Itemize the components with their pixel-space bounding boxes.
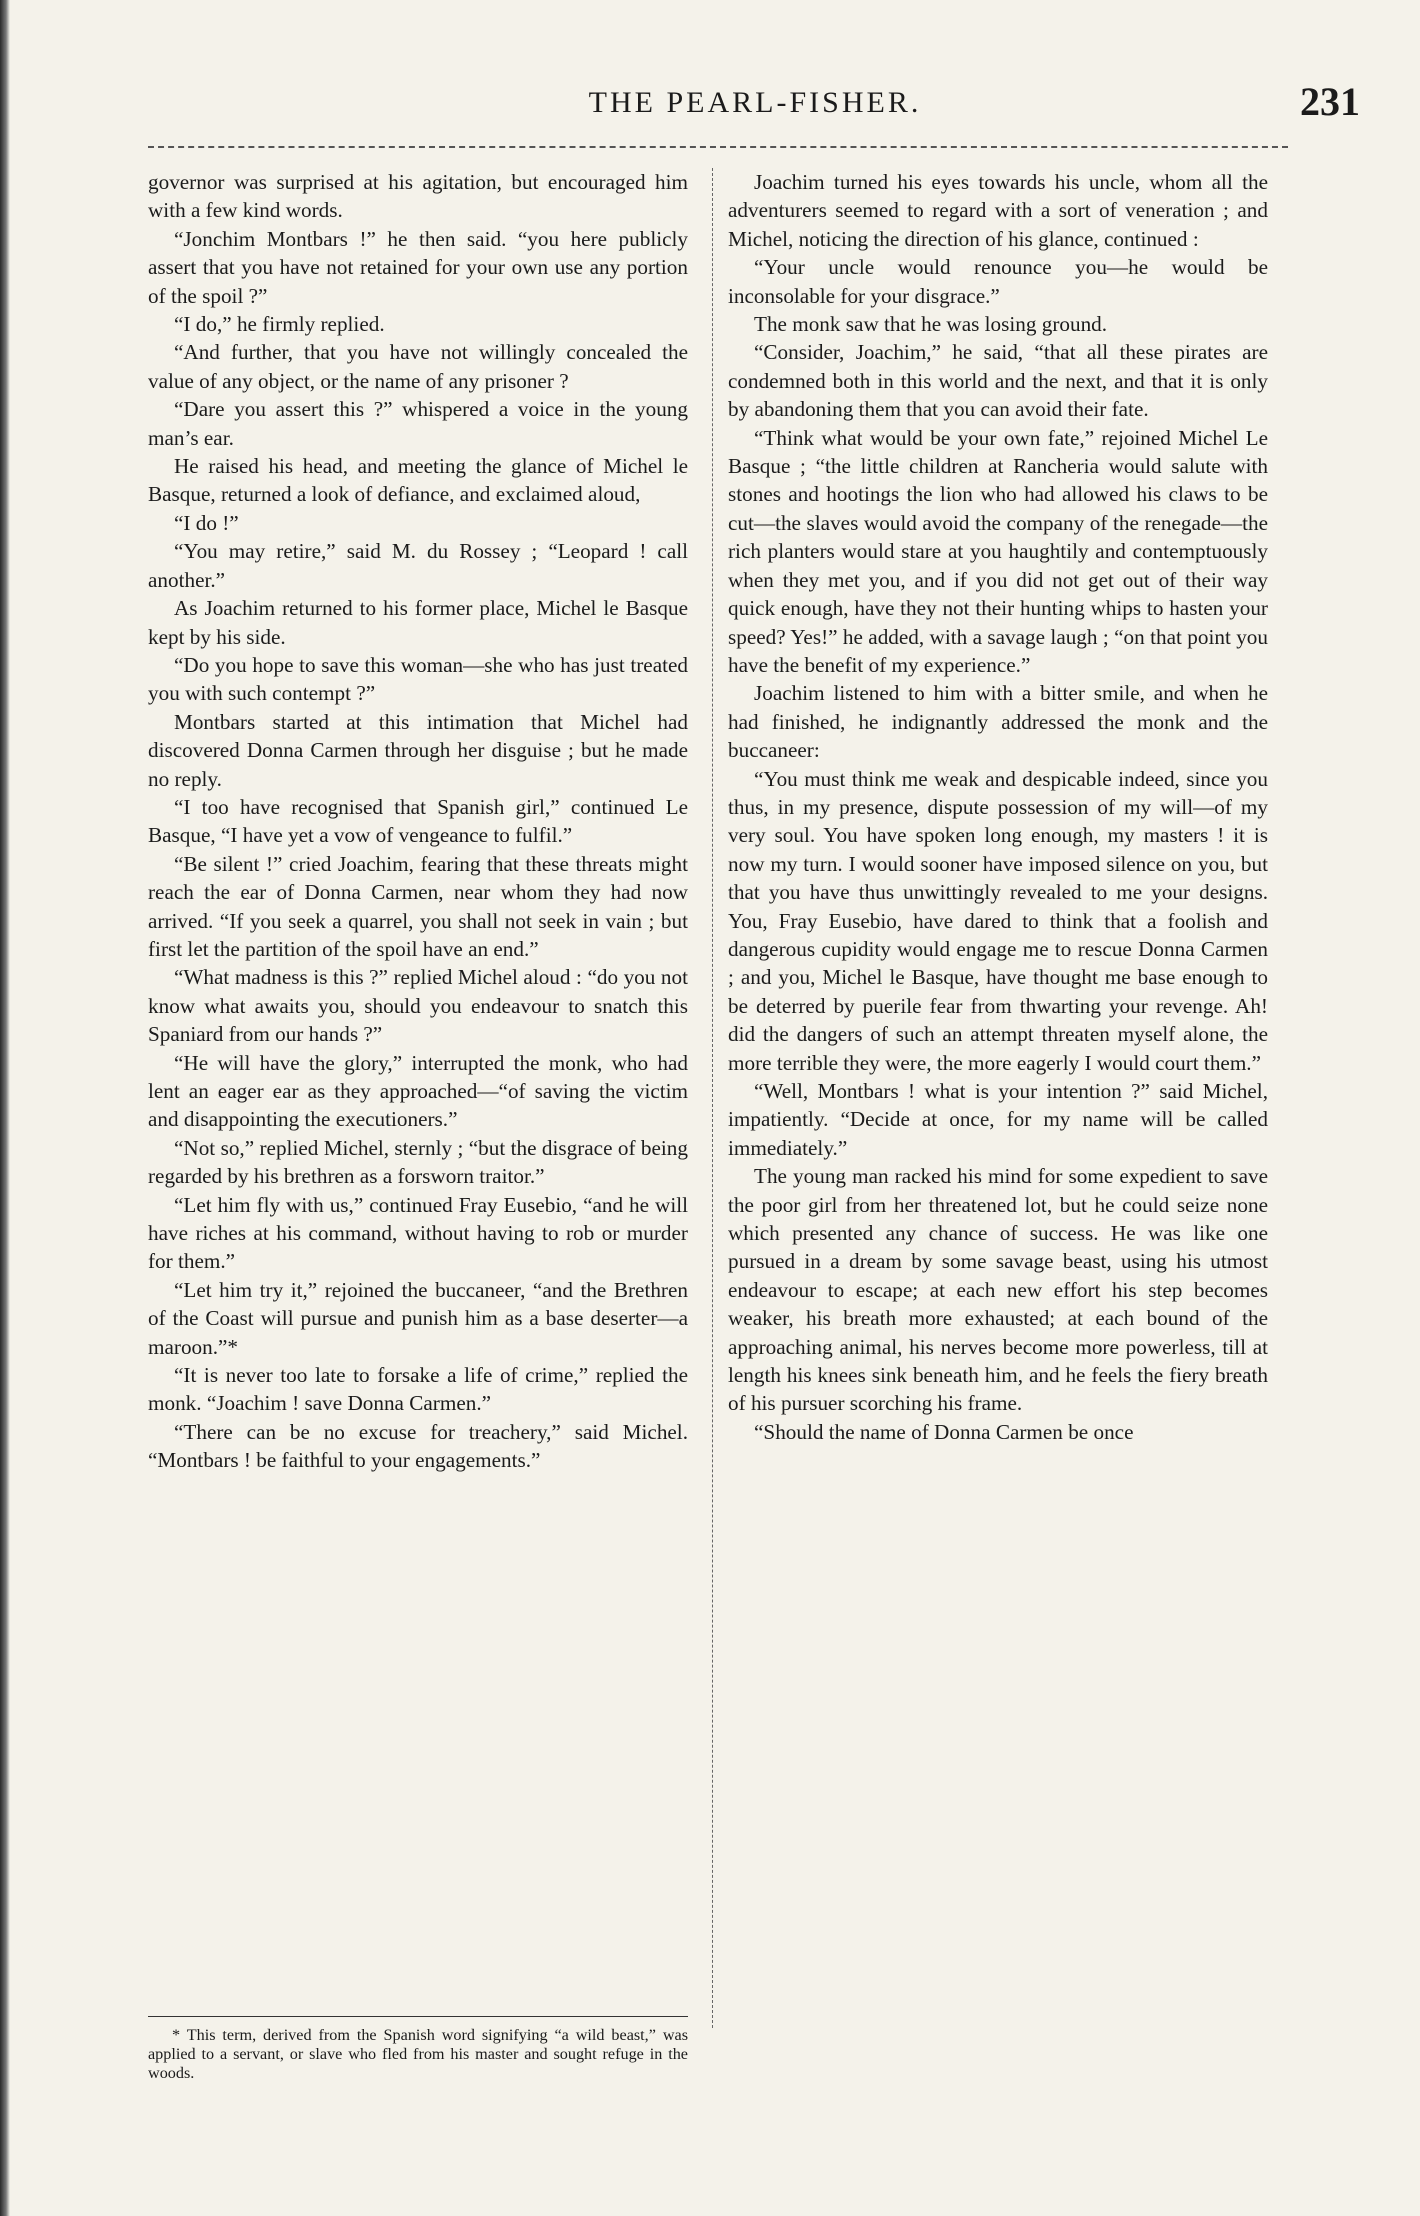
- paragraph: “What madness is this ?” replied Michel aloud : “do you not know what awaits you, should you endeavour to snatch this Spaniard from our hands ?”: [148, 965, 688, 1047]
- paragraph: “Your uncle would renounce you—he would be inconsolable for your disgrace.”: [728, 255, 1268, 308]
- paragraph: As Joachim returned to his former place, Michel le Basque kept by his side.: [148, 596, 688, 649]
- paragraph: He raised his head, and meeting the glance of Michel le Basque, returned a look of defiance, and exclaimed aloud,: [148, 454, 688, 507]
- paragraph: “I do,” he firmly replied.: [174, 312, 385, 337]
- paragraph: “Consider, Joachim,” he said, “that all these pirates are condemned both in this world and the next, and that it is only by abandoning them that you can avoid their fate.: [728, 340, 1268, 422]
- paragraph: “Dare you assert this ?” whispered a voice in the young man’s ear.: [148, 397, 688, 450]
- footnote-rule: [148, 2016, 688, 2017]
- paragraph: Joachim listened to him with a bitter smile, and when he had finished, he indignantly addressed the monk and the buccaneer:: [728, 681, 1268, 763]
- paragraph: “There can be no excuse for treachery,” said Michel. “Montbars ! be faithful to your engagements.”: [148, 1419, 688, 1473]
- left-column: [148, 168, 688, 1475]
- paragraph: “He will have the glory,” interrupted the monk, who had lent an eager ear as they approached—“of saving the victim and disappointing the executioners.”: [148, 1050, 688, 1132]
- paragraph: The young man racked his mind for some expedient to save the poor girl from her threatened lot, but he could seize none which presented any chance of success. He was like one pursued in a dream by some savage beast, using his utmost endeavour to escape; at each new effort his step becomes weaker, his breath more exhausted; at each bound of the approaching animal, his nerves become more powerless, till at length his knees sink beneath him, and he feels the fiery breath of his pursuer scorching his frame.: [728, 1164, 1268, 1416]
- paragraph: “It is never too late to forsake a life of crime,” replied the monk. “Joachim ! save Donna Carmen.”: [148, 1363, 688, 1416]
- running-title: THE PEARL-FISHER.: [588, 86, 922, 119]
- footnote: * This term, derived from the Spanish word signifying “a wild beast,” was applied to a servant, or slave who fled from his master and sought refuge in the woods.: [148, 2026, 688, 2082]
- paragraph: “Should the name of Donna Carmen be once: [754, 1419, 1134, 1444]
- paragraph: “Do you hope to save this woman—she who has just treated you with such contempt ?”: [148, 652, 688, 706]
- paragraph: “Let him try it,” rejoined the buccaneer, “and the Brethren of the Coast will pursue and punish him as a base deserter—a maroon.”*: [148, 1277, 688, 1359]
- paragraph: “Be silent !” cried Joachim, fearing that these threats might reach the ear of Donna Carmen, near whom they had now arrived. “If you seek a quarrel, you shall not seek in vain ; but first let the partition of the spoil have an end.”: [148, 851, 688, 961]
- page-spine-edge: [0, 0, 10, 2216]
- header-rule: [148, 146, 1288, 148]
- paragraph: Joachim turned his eyes towards his uncle, whom all the adventurers seemed to regard with a sort of veneration ; and Michel, noticing the direction of his glance, continued :: [728, 170, 1268, 251]
- right-column: [728, 168, 1268, 1446]
- paragraph: “You may retire,” said M. du Rossey ; “Leopard ! call another.”: [148, 539, 688, 592]
- paragraph: “You must think me weak and despicable indeed, since you thus, in my presence, dispute possession of my will—of my very soul. You have spoken long enough, my masters ! it is now my turn. I would sooner have imposed silence on you, but that you have thus unwittingly revealed to me your designs. You, Fray Eusebio, have dared to think that a foolish and dangerous cupidity would engage me to rescue Donna Carmen ; and you, Michel le Basque, have thought me base enough to be deterred by puerile fear from thwarting your revenge. Ah! did the dangers of such an attempt threaten myself alone, the more terrible they were, the more eagerly I would court them.”: [728, 766, 1268, 1075]
- paragraph: “Not so,” replied Michel, sternly ; “but the disgrace of being regarded by his brethren as a forsworn traitor.”: [148, 1135, 688, 1189]
- page-number: 231: [1300, 79, 1360, 124]
- paragraph: Montbars started at this intimation that Michel had discovered Donna Carmen through her disguise ; but he made no reply.: [148, 709, 688, 791]
- paragraph: “And further, that you have not willingly concealed the value of any object, or the name of any prisoner ?: [148, 340, 688, 393]
- paragraph: “Jonchim Montbars !” he then said. “you here publicly assert that you have not retained for your own use any portion of the spoil ?”: [148, 226, 688, 308]
- paragraph: governor was surprised at his agitation, but encouraged him with a few kind words.: [148, 170, 688, 223]
- paragraph: “Let him fly with us,” continued Fray Eusebio, “and he will have riches at his command, without having to rob or murder for them.”: [148, 1192, 688, 1274]
- page-header: [150, 78, 1360, 138]
- paragraph: “Think what would be your own fate,” rejoined Michel Le Basque ; “the little children at Rancheria would salute with stones and hootings the lion who had allowed his claws to be cut—the slaves would avoid the company of the renegade—the rich planters would stare at you haughtily and contemptuously when they met you, and if you did not get out of their way quick enough, have they not their hunting whips to hasten your speed? Yes!” he added, with a savage laugh ; “on that point you have the benefit of my experience.”: [728, 425, 1268, 677]
- paragraph: The monk saw that he was losing ground.: [754, 312, 1108, 337]
- paragraph: “Well, Montbars ! what is your intention ?” said Michel, impatiently. “Decide at once, for my name will be called immediately.”: [728, 1079, 1268, 1160]
- column-divider: [712, 168, 713, 2028]
- paragraph: “I do !”: [174, 510, 239, 535]
- paragraph: “I too have recognised that Spanish girl,” continued Le Basque, “I have yet a vow of vengeance to fulfil.”: [148, 794, 688, 848]
